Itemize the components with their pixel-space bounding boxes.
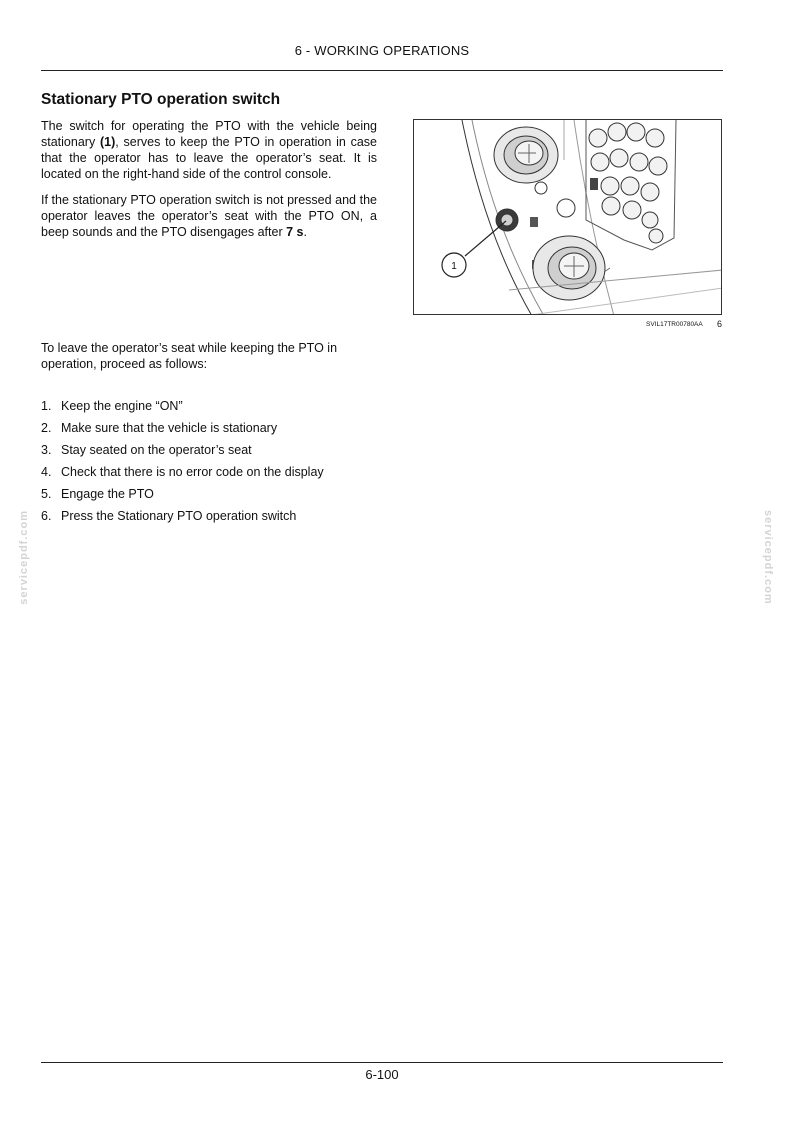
step-number: 5. [41, 487, 52, 501]
step-number: 1. [41, 399, 52, 413]
list-item [41, 398, 324, 420]
footer-rule [41, 1062, 723, 1063]
step-text: Engage the PTO [61, 487, 154, 501]
disengage-time: 7 s [286, 225, 304, 239]
warning-text-start: If the stationary PTO operation switch is not pressed and the operator leaves the operator’s seat with the PTO ON, a beep sounds and the PTO disengages after [41, 193, 377, 239]
step-number: 4. [41, 465, 52, 479]
warning-paragraph [41, 192, 377, 240]
step-text: Press the Stationary PTO operation switch [61, 509, 297, 523]
figure-code: SVIL17TR00780AA [646, 321, 703, 328]
list-item [41, 486, 324, 508]
warning-text-end: . [303, 225, 307, 239]
figure-callout-label: 1 [451, 261, 457, 272]
intro-text-start: The switch for operating the PTO with the vehicle being stationary [41, 119, 377, 149]
procedure-intro: To leave the operator’s seat while keeping the PTO in operation, proceed as follows: [41, 341, 338, 371]
control-console-figure [413, 119, 722, 315]
callout-reference: (1) [99, 135, 116, 149]
section-title: Stationary PTO operation switch [41, 91, 281, 108]
watermark-right: servicepdf.com [762, 510, 774, 605]
intro-paragraph [41, 118, 377, 182]
header-rule [41, 70, 723, 71]
step-text: Make sure that the vehicle is stationary [61, 421, 278, 435]
list-item [41, 508, 324, 530]
step-text: Keep the engine “ON” [61, 399, 183, 413]
list-item [41, 464, 324, 486]
step-text: Stay seated on the operator’s seat [61, 443, 252, 457]
procedure-steps [41, 398, 324, 530]
figure-number: 6 [717, 319, 723, 329]
step-number: 2. [41, 421, 52, 435]
console-illustration [414, 120, 722, 315]
watermark-left: servicepdf.com [18, 510, 30, 605]
page-header: 6 - WORKING OPERATIONS [294, 43, 470, 58]
page-number: 6-100 [365, 1067, 399, 1082]
intro-text-end: , serves to keep the PTO in operation in case that the operator has to leave the operator’s seat. It is located on the right-hand side of the control console. [41, 135, 377, 181]
list-item [41, 420, 324, 442]
step-number: 3. [41, 443, 52, 457]
step-text: Check that there is no error code on the display [61, 465, 324, 479]
step-number: 6. [41, 509, 52, 523]
list-item [41, 442, 324, 464]
